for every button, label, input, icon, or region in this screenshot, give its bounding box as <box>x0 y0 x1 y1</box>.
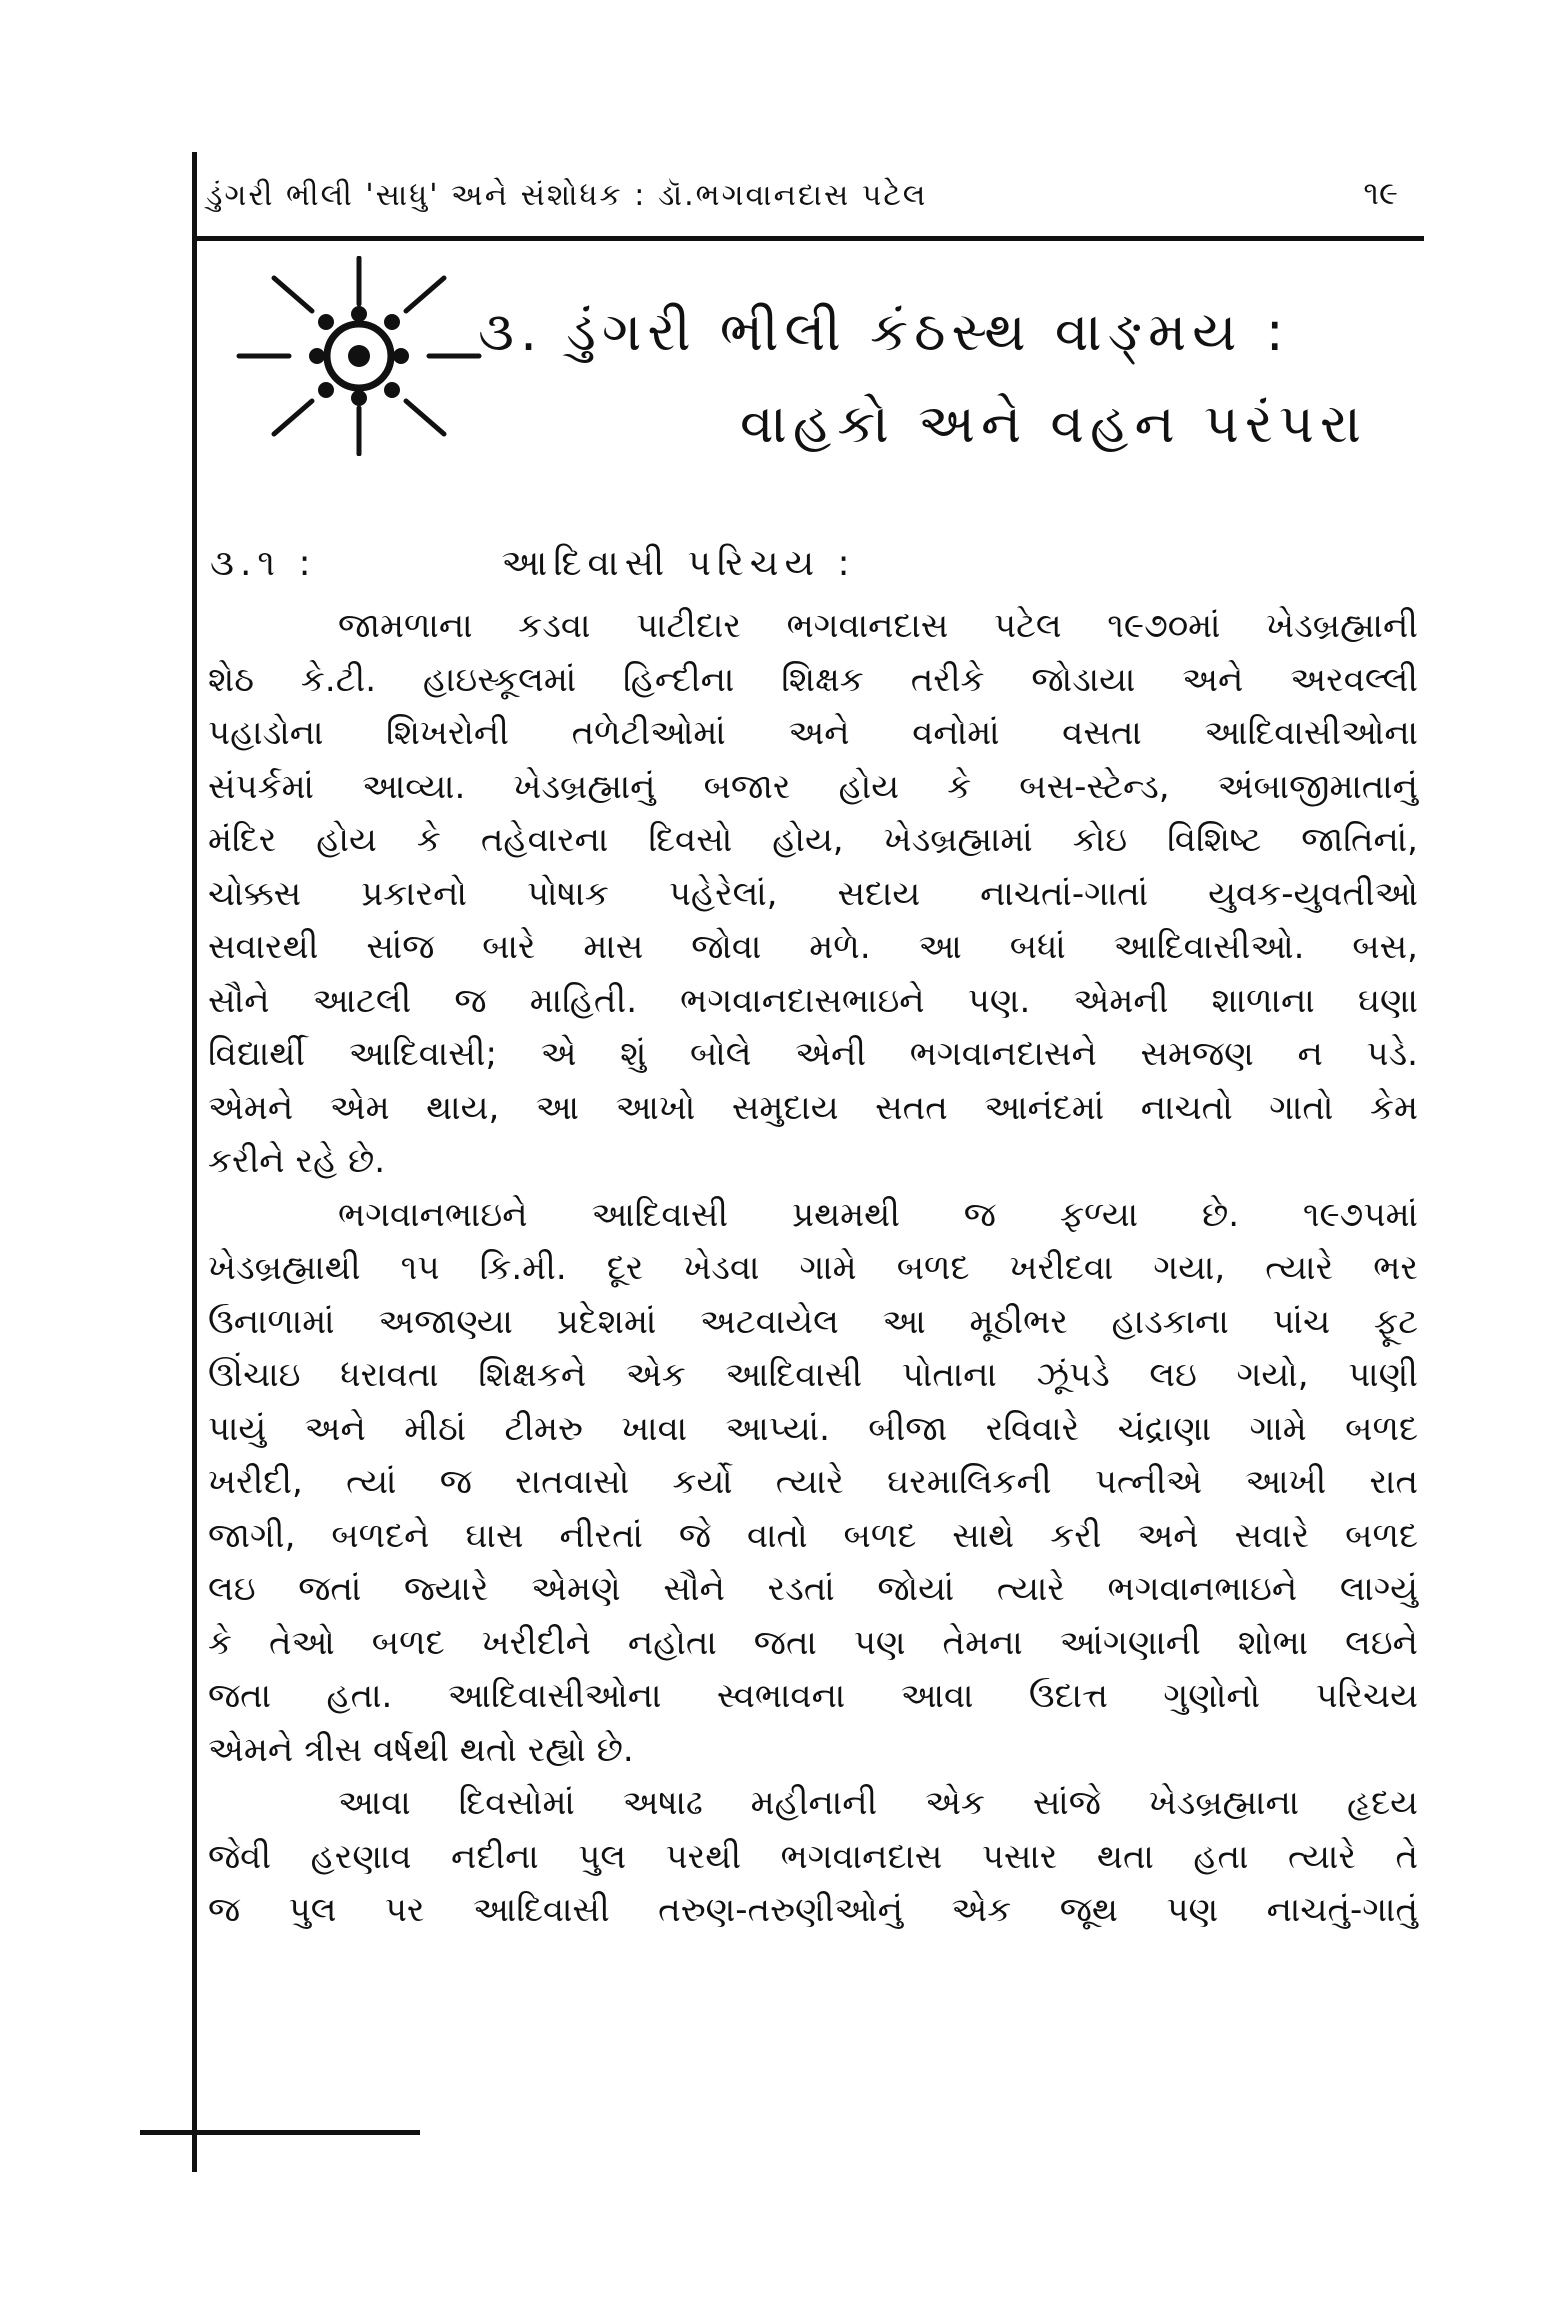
body-line: જ પુલ પર આદિવાસી તરુણ-તરુણીઓનું એક જૂથ પણ નાચતું-ગાતું <box>208 1890 1418 1930</box>
body-line: ચોક્કસ પ્રકારનો પોષાક પહેરેલાં, સદાય નાચતાં-ગાતાં યુવક-યુવતીઓ <box>208 873 1418 914</box>
body-line: સંપર્કમાં આવ્યા. ખેડબ્રહ્માનું બજાર હોય કે બસ-સ્ટેન્ડ, અંબાજીમાતાનું <box>208 766 1418 807</box>
body-line: ભગવાનભાઇને આદિવાસી પ્રથમથી જ ફળ્યા છે. ૧૯૭૫માં <box>338 1194 1418 1235</box>
footer-rule <box>140 2130 420 2135</box>
body-line: સવારથી સાંજ બારે માસ જોવા મળે. આ બધાં આદિવાસીઓ. બસ, <box>208 927 1418 967</box>
body-line: આવા દિવસોમાં અષાઢ મહીનાની એક સાંજે ખેડબ્રહ્માના હૃદય <box>338 1783 1418 1823</box>
body-line: શેઠ કે.ટી. હાઇસ્કૂલમાં હિન્દીના શિક્ષક તરીકે જોડાયા અને અરવલ્લી <box>208 659 1418 700</box>
section-heading <box>210 543 1410 585</box>
section-number: ૩.૧ : <box>210 543 317 584</box>
header-rule <box>192 236 1424 241</box>
chapter-title: ૩. ડુંગરી ભીલી કંઠસ્થ વાઙ્મય : <box>478 300 1290 363</box>
body-line: ઉનાળામાં અજાણ્યા પ્રદેશમાં અટવાયેલ આ મૂઠીભર હાડકાના પાંચ ફૂટ <box>208 1301 1418 1342</box>
body-line: જાગી, બળદને ઘાસ નીરતાં જે વાતો બળદ સાથે કરી અને સવારે બળદ <box>208 1515 1418 1556</box>
body-line: વિદ્યાર્થી આદિવાસી; એ શું બોલે એની ભગવાનદાસને સમજણ ન પડે. <box>208 1034 1418 1074</box>
body-line: ખરીદી, ત્યાં જ રાતવાસો કર્યો ત્યારે ઘરમાલિકની પત્નીએ આખી રાત <box>208 1462 1418 1502</box>
chapter-subtitle: વાહકો અને વહન પરંપરા <box>740 392 1368 455</box>
body-line: પહાડોના શિખરોની તળેટીઓમાં અને વનોમાં વસતા આદિવાસીઓના <box>208 713 1418 753</box>
body-line: જતા હતા. આદિવાસીઓના સ્વભાવના આવા ઉદાત્ત ગુણોનો પરિચય <box>208 1676 1418 1716</box>
body-line: પાયું અને મીઠાં ટીમરુ ખાવા આપ્યાં. બીજા રવિવારે ચંદ્રાણા ગામે બળદ <box>208 1408 1418 1449</box>
page-number: ૧૯ <box>1363 174 1398 212</box>
body-line: જેવી હરણાવ નદીના પુલ પરથી ભગવાનદાસ પસાર થતા હતા ત્યારે તે <box>208 1836 1418 1877</box>
body-line: લઇ જતાં જ્યારે એમણે સૌને રડતાં જોયાં ત્યારે ભગવાનભાઇને લાગ્યું <box>208 1569 1418 1609</box>
left-margin-rule <box>192 152 197 2172</box>
body-line: ઊંચાઇ ધરાવતા શિક્ષકને એક આદિવાસી પોતાના ઝૂંપડે લઇ ગયો, પાણી <box>208 1355 1418 1395</box>
body-line: જામળાના કડવા પાટીદાર ભગવાનદાસ પટેલ ૧૯૭૦માં ખેડબ્રહ્માની <box>338 606 1418 646</box>
body-line: સૌને આટલી જ માહિતી. ભગવાનદાસભાઇને પણ. એમની શાળાના ઘણા <box>208 980 1418 1021</box>
section-title: આદિવાસી પરિચય : <box>501 543 856 584</box>
body-line: કે તેઓ બળદ ખરીદીને નહોતા જતા પણ તેમના આંગણાની શોભા લઇને <box>208 1622 1418 1663</box>
sun-emblem-icon <box>234 256 484 456</box>
body-text <box>208 600 1418 1938</box>
body-line: ખેડબ્રહ્માથી ૧૫ કિ.મી. દૂર ખેડવા ગામે બળદ ખરીદવા ગયા, ત્યારે ભર <box>208 1248 1418 1288</box>
running-head: ડુંગરી ભીલી 'સાધુ' અને સંશોધક : ડૉ.ભગવાનદાસ પટેલ <box>206 178 928 213</box>
body-line: કરીને રહે છે. <box>208 1141 386 1181</box>
body-line: એમને એમ થાય, આ આખો સમુદાય સતત આનંદમાં નાચતો ગાતો કેમ <box>208 1087 1418 1128</box>
body-line: મંદિર હોય કે તહેવારના દિવસો હોય, ખેડબ્રહ્મામાં કોઇ વિશિષ્ટ જાતિનાં, <box>208 820 1418 860</box>
body-line: એમને ત્રીસ વર્ષથી થતો રહ્યો છે. <box>208 1729 634 1770</box>
